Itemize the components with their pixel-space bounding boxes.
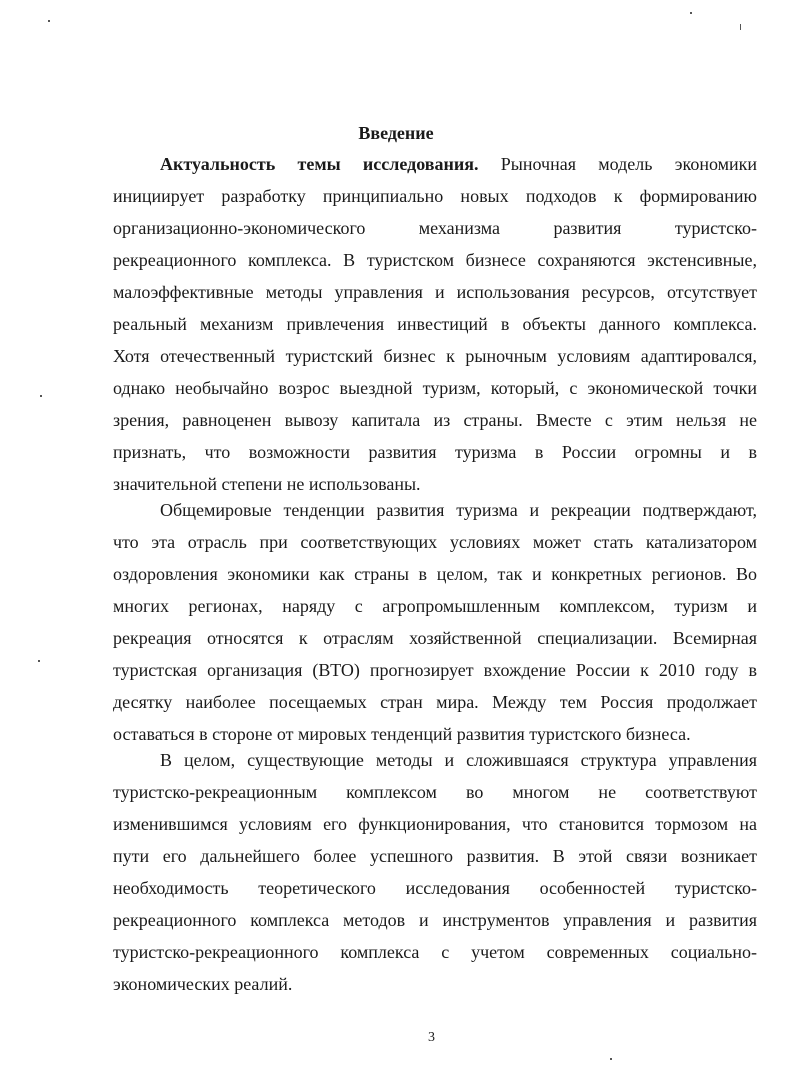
text-line: туристско-рекреационного комплекса с учетом современных социально- <box>113 942 757 962</box>
text-line: рекреационного комплекса методов и инструментов управления и развития <box>113 910 757 930</box>
text-line: малоэффективные методы управления и использования ресурсов, отсутствует <box>113 282 757 302</box>
text-line: Общемировые тенденции развития туризма и рекреации подтверждают, <box>160 500 757 520</box>
scan-speck <box>740 24 741 30</box>
lead-in-heading: Актуальность темы исследования. <box>160 154 479 174</box>
text-fragment: Рыночная модель экономики <box>478 154 758 174</box>
text-line: признать, что возможности развития туризма в России огромны и в <box>113 442 757 462</box>
scan-speck <box>48 20 50 22</box>
text-line: рекреационного комплекса. В туристском бизнесе сохраняются экстенсивные, <box>113 250 757 270</box>
scan-speck <box>610 1058 612 1060</box>
text-line: значительной степени не использованы. <box>113 474 421 494</box>
page-number: 3 <box>428 1030 435 1045</box>
paragraph-relevance <box>113 148 757 500</box>
text-line: рекреация относятся к отраслям хозяйственной специализации. Всемирная <box>113 628 757 648</box>
scan-speck <box>38 660 40 662</box>
paragraph-world-trends <box>113 494 757 750</box>
text-line <box>113 148 757 180</box>
text-line: туристско-рекреационным комплексом во многом не соответствуют <box>113 782 757 802</box>
text-line: экономических реалий. <box>113 974 293 994</box>
text-line: В целом, существующие методы и сложившаяся структура управления <box>160 750 757 770</box>
text-line: Хотя отечественный туристский бизнес к рыночным условиям адаптировался, <box>113 346 757 366</box>
section-title: Введение <box>358 123 434 143</box>
text-line: что эта отрасль при соответствующих условиях может стать катализатором <box>113 532 757 552</box>
scan-speck <box>690 12 692 14</box>
text-line: необходимость теоретического исследования особенностей туристско- <box>113 878 757 898</box>
text-line: инициирует разработку принципиально новых подходов к формированию <box>113 186 757 206</box>
text-line: реальный механизм привлечения инвестиций в объекты данного комплекса. <box>113 314 757 334</box>
text-line: многих регионах, наряду с агропромышленным комплексом, туризм и <box>113 596 757 616</box>
text-line: зрения, равноценен вывозу капитала из страны. Вместе с этим нельзя не <box>113 410 757 430</box>
text-line: изменившимся условиям его функционирования, что становится тормозом на <box>113 814 757 834</box>
text-line: оставаться в стороне от мировых тенденций развития туристского бизнеса. <box>113 724 691 744</box>
text-line: оздоровления экономики как страны в целом, так и конкретных регионов. Во <box>113 564 757 584</box>
scan-speck <box>40 395 42 397</box>
text-line: пути его дальнейшего более успешного развития. В этой связи возникает <box>113 846 757 866</box>
text-line: десятку наиболее посещаемых стран мира. Между тем Россия продолжает <box>113 692 757 712</box>
text-line: организационно-экономического механизма развития туристско- <box>113 218 757 238</box>
text-line: туристская организация (ВТО) прогнозирует вхождение России к 2010 году в <box>113 660 757 680</box>
paragraph-management <box>113 744 757 1000</box>
text-line: однако необычайно возрос выездной туризм, который, с экономической точки <box>113 378 757 398</box>
